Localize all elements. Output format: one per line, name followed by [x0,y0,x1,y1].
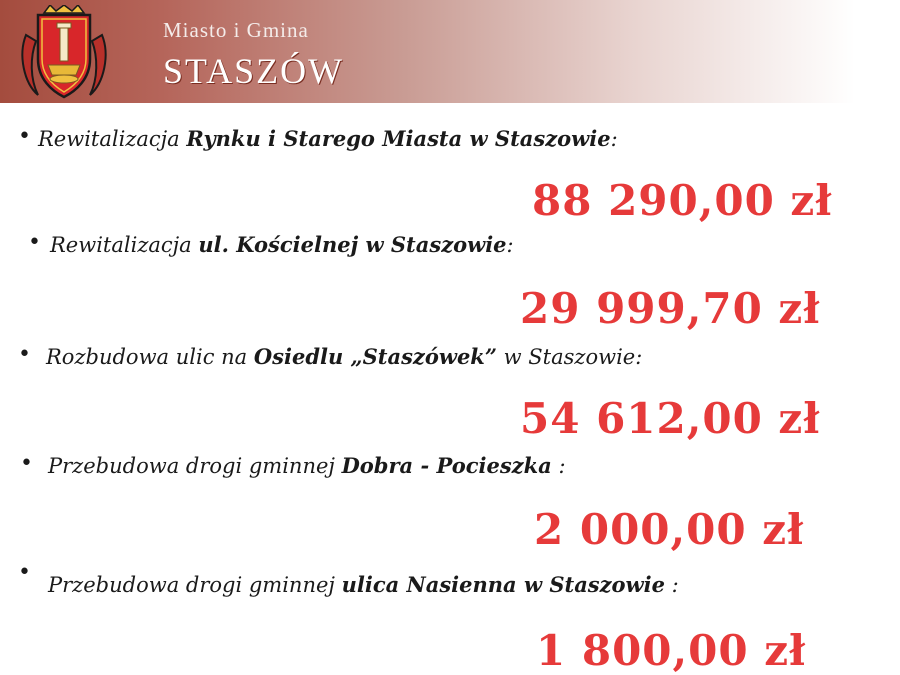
item-bold: Osiedlu „Staszówek” [253,344,497,369]
item-suffix: : [664,573,679,597]
list-item [18,126,618,151]
bullet: • [18,560,31,585]
item-suffix: : [551,454,566,478]
header-title: STASZÓW [163,51,345,91]
item-suffix: w Staszowie: [496,345,643,369]
list-item [20,453,566,478]
amount-value: 54 612,00 zł [520,394,821,443]
item-prefix: Przebudowa drogi gminnej [48,573,342,597]
item-bold: ulica Nasienna w Staszowie [341,572,665,597]
amount-value: 1 800,00 zł [536,626,807,675]
header-subtitle: Miasto i Gmina [163,18,309,42]
bullet: • [18,124,31,149]
list-item [28,232,514,257]
bullet: • [28,230,41,255]
item-bold: Rynku i Starego Miasta w Staszowie [186,126,611,151]
item-bold: Dobra - Pocieszka [341,453,552,478]
amount-value: 2 000,00 zł [534,505,805,554]
coat-of-arms-logo [18,5,110,101]
amount-value: 88 290,00 zł [532,176,833,225]
item-suffix: : [506,233,514,257]
amount-value: 29 999,70 zł [520,284,821,333]
item-prefix: Rewitalizacja [38,127,187,151]
bullet: • [20,451,33,476]
item-suffix: : [610,127,618,151]
item-prefix: Rozbudowa ulic na [46,345,254,369]
list-item [18,560,679,597]
header-banner [0,0,900,103]
item-prefix: Rewitalizacja [50,233,199,257]
item-prefix: Przebudowa drogi gminnej [48,454,342,478]
list-item [18,344,642,369]
bullet: • [18,342,31,367]
item-bold: ul. Kościelnej w Staszowie [198,232,507,257]
